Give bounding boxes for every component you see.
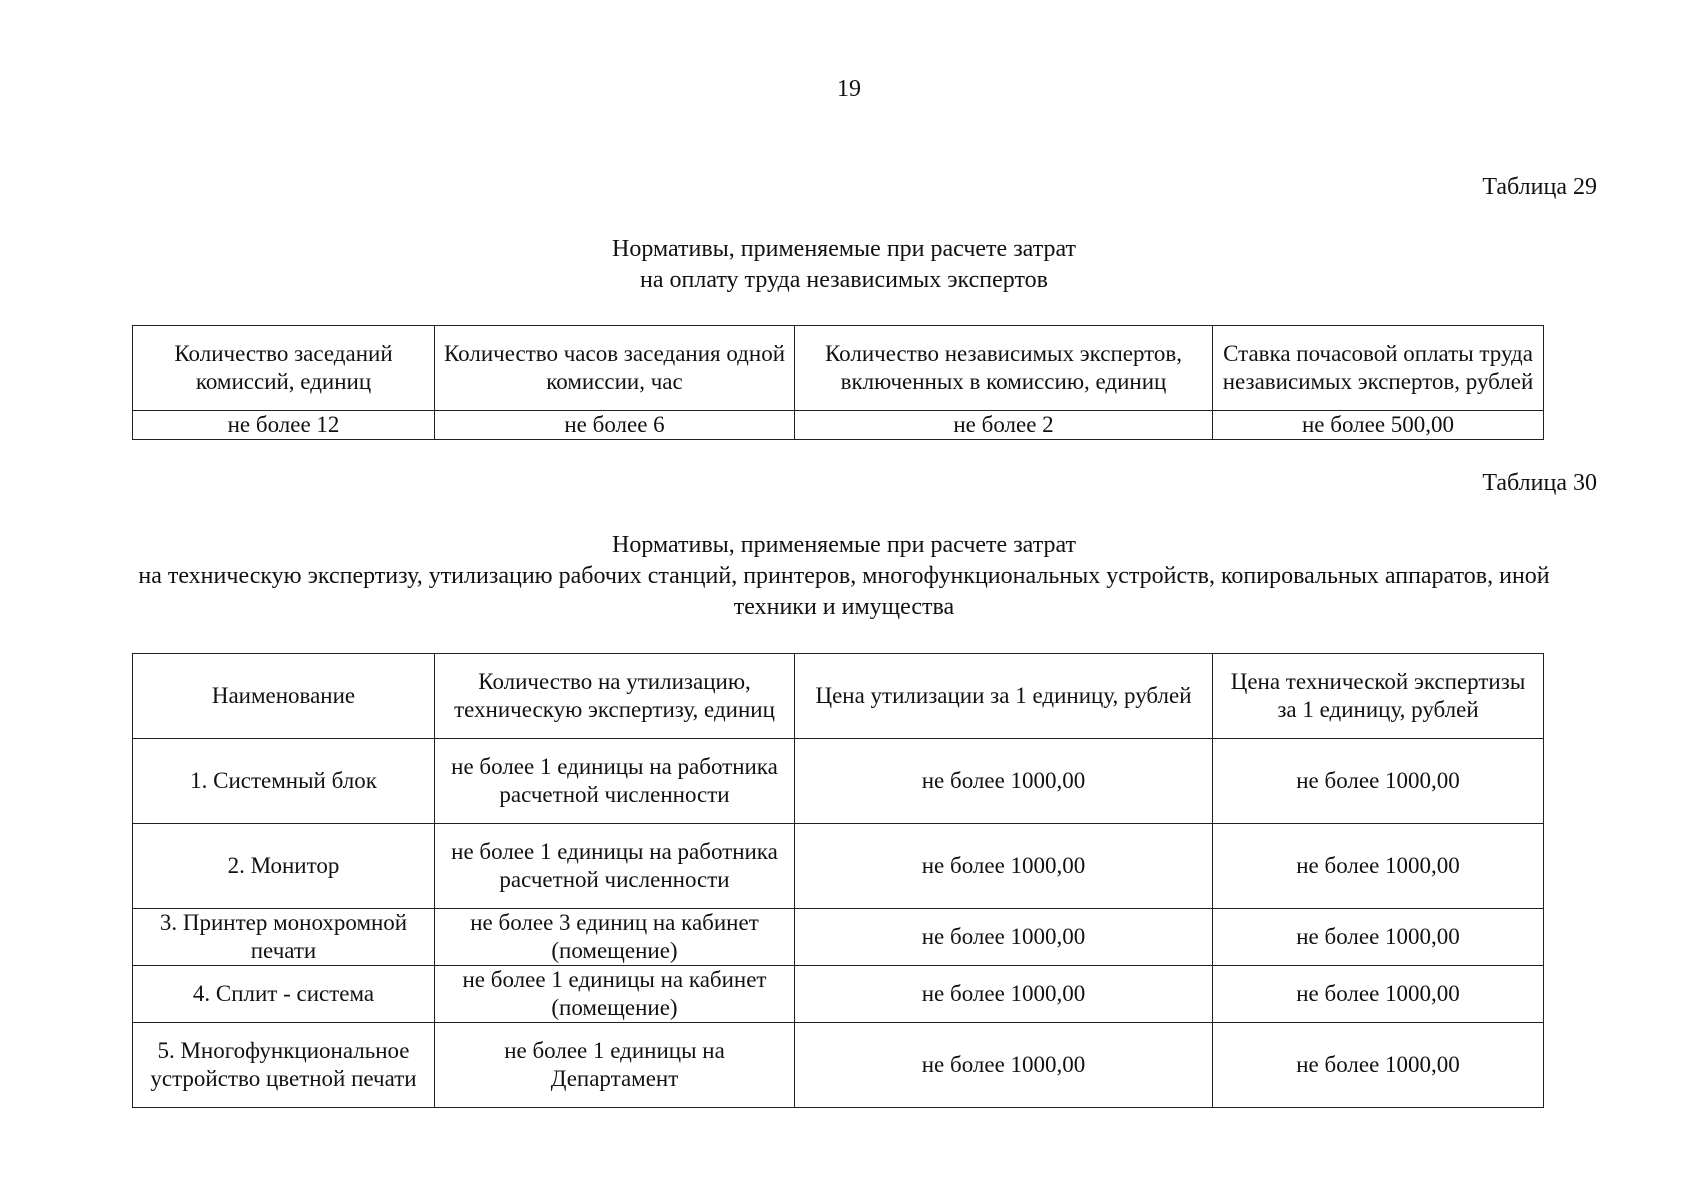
item-name-cell: 1. Системный блок [133,739,435,824]
table-29-header-cell: Количество часов заседания одной комиссии, час [435,326,795,411]
disposal-price-cell: не более 1000,00 [795,1023,1213,1108]
quantity-cell: не более 1 единицы на кабинет (помещение) [435,966,795,1023]
table-29-title-line-1: Нормативы, применяемые при расчете затрат [611,236,1077,262]
table-30-header-cell: Цена утилизации за 1 единицу, рублей [795,654,1213,739]
quantity-cell: не более 3 единиц на кабинет (помещение) [435,909,795,966]
quantity-cell: не более 1 единицы на работника расчетной численности [435,824,795,909]
expertise-price-cell: не более 1000,00 [1213,739,1544,824]
expertise-price-cell: не более 1000,00 [1213,1023,1544,1108]
table-29-cell: не более 500,00 [1213,411,1544,440]
table-29-cell: не более 12 [133,411,435,440]
page-number: 19 [837,76,861,102]
table-30-header-cell: Наименование [133,654,435,739]
table-30-title-line-1: Нормативы, применяемые при расчете затрат [611,532,1077,558]
table-30-header-cell: Цена технической экспертизы за 1 единицу, рублей [1213,654,1544,739]
table-29-header-cell: Ставка почасовой оплаты труда независимых экспертов, рублей [1213,326,1544,411]
disposal-price-cell: не более 1000,00 [795,966,1213,1023]
table-30-label: Таблица 30 [1482,470,1597,496]
table-row [133,411,1544,440]
expertise-price-cell: не более 1000,00 [1213,966,1544,1023]
item-name-cell: 5. Многофункциональное устройство цветной печати [133,1023,435,1108]
item-name-cell: 3. Принтер монохромной печати [133,909,435,966]
table-row [133,1023,1544,1108]
table-29-header-row [133,326,1544,411]
table-30-header-cell: Количество на утилизацию, техническую экспертизу, единиц [435,654,795,739]
table-29-header-cell: Количество независимых экспертов, включенных в комиссию, единиц [795,326,1213,411]
expertise-price-cell: не более 1000,00 [1213,824,1544,909]
item-name-cell: 2. Монитор [133,824,435,909]
table-row [133,909,1544,966]
quantity-cell: не более 1 единицы на Департамент [435,1023,795,1108]
quantity-cell: не более 1 единицы на работника расчетной численности [435,739,795,824]
table-29-cell: не более 6 [435,411,795,440]
disposal-price-cell: не более 1000,00 [795,909,1213,966]
table-29 [132,325,1544,440]
table-30-title [132,530,1556,623]
table-29-title [132,234,1556,296]
table-row [133,824,1544,909]
expertise-price-cell: не более 1000,00 [1213,909,1544,966]
disposal-price-cell: не более 1000,00 [795,739,1213,824]
table-30-title-line-2: на техническую экспертизу, утилизацию рабочих станций, принтеров, многофункциональных устройств, копировальных аппаратов, иной техники и имущества [138,563,1550,620]
table-row [133,966,1544,1023]
table-29-label: Таблица 29 [1482,174,1597,200]
table-29-header-cell: Количество заседаний комиссий, единиц [133,326,435,411]
table-29-cell: не более 2 [795,411,1213,440]
table-30 [132,653,1544,1108]
table-30-header-row [133,654,1544,739]
item-name-cell: 4. Сплит - система [133,966,435,1023]
table-row [133,739,1544,824]
disposal-price-cell: не более 1000,00 [795,824,1213,909]
table-29-title-line-2: на оплату труда независимых экспертов [640,267,1048,293]
